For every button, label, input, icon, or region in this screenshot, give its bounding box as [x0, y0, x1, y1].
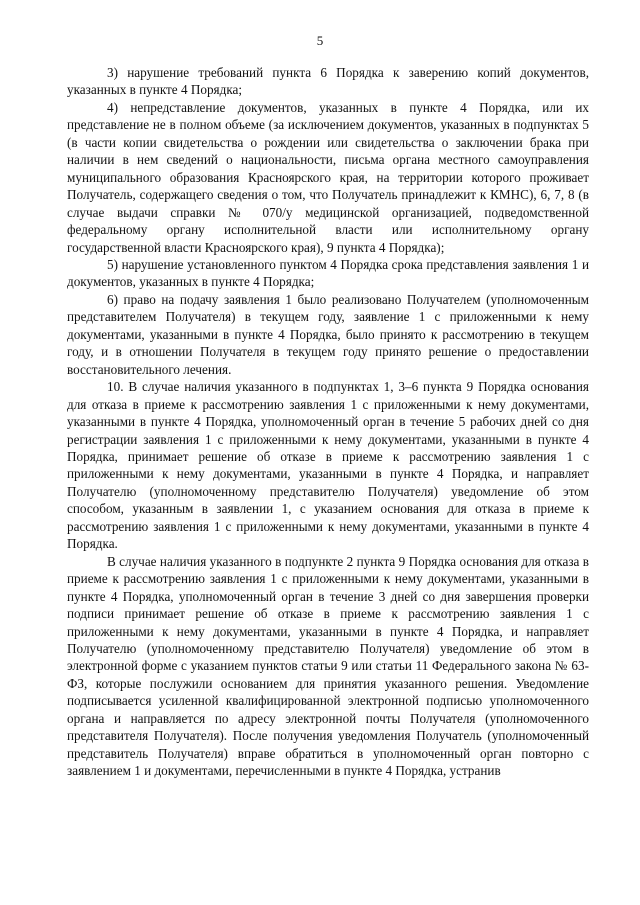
paragraph-item-10-continued: В случае наличия указанного в подпункте 2 пункта 9 Порядка основания для отказа в приеме к рассмотрению заявления 1 с приложенными к нему документами, указанными в пункте 4 Порядка, уполномоченный орган в течение 3 дней со дня завершения проверки подписи принимает решение об отказе в приеме к рассмотрению заявления 1 с приложенными к нему документами, указанными в пункте 4 Порядка, и направляет Получателю (уполномоченному представителю Получателя) уведомление об этом в электронной форме с указанием пунктов статьи 9 или статьи 11 Федерального закона № 63-ФЗ, которые послужили основанием для принятия указанного решения. Уведомление подписывается усиленной квалифицированной электронной подписью уполномоченного органа и направляется по адресу электронной почты Получателя (уполномоченного представителя Получателя). После получения уведомления Получатель (уполномоченный представитель Получателя) вправе обратиться в уполномоченный орган повторно с заявлением 1 и документами, перечисленными в пункте 4 Порядка, устранив — [67, 553, 589, 779]
paragraph-item-10: 10. В случае наличия указанного в подпунктах 1, 3–6 пункта 9 Порядка основания для отказа в приеме к рассмотрению заявления 1 с приложенными к нему документами, указанными в пункте 4 Порядка, уполномоченный орган в течение 5 рабочих дней со дня регистрации заявления 1 с приложенными к нему документами, указанными в пункте 4 Порядка, принимает решение об отказе в приеме к рассмотрению заявления 1 с приложенными к нему документами, указанными в пункте 4 Порядка, и направляет Получателю (уполномоченному представителю Получателя) уведомление об этом способом, указанным в заявлении 1, с указанием основания для отказа в приеме к рассмотрению заявления 1 с приложенными к нему документами, указанными в пункте 4 Порядка. — [67, 379, 589, 552]
paragraph-subitem-4: 4) непредставление документов, указанных в пункте 4 Порядка, или их представление не в полном объеме (за исключением документов, указанных в подпунктах 5 (в части копии свидетельства о рождении или свидетельства о заключении брака при наличии в нем сведений о национальности, письма органа местного самоуправления муниципального образования Красноярского края, на территории которого проживает Получатель, содержащего сведения о том, что Получатель принадлежит к КМНС), 6, 7, 8 (в случае выдачи справки № 070/у медицинской организацией, подведомственной федеральному органу исполнительной власти или исполнительному органу государственной власти Красноярского края), 9 пункта 4 Порядка); — [67, 99, 589, 255]
paragraph-subitem-3: 3) нарушение требований пункта 6 Порядка к заверению копий документов, указанных в пункте 4 Порядка; — [67, 65, 589, 98]
paragraph-subitem-6: 6) право на подачу заявления 1 было реализовано Получателем (уполномоченным представителем Получателя) в текущем году, заявление 1 с приложенными к нему документами, указанными в пункте 4 Порядка, было принято к рассмотрению в текущем году, и в отношении Получателя в текущем году принято решение о предоставлении восстановительного лечения. — [67, 291, 589, 377]
paragraph-subitem-5: 5) нарушение установленного пунктом 4 Порядка срока представления заявления 1 и документов, указанных в пункте 4 Порядка; — [67, 256, 589, 290]
document-body — [67, 64, 589, 780]
page-number: 5 — [316, 33, 324, 48]
